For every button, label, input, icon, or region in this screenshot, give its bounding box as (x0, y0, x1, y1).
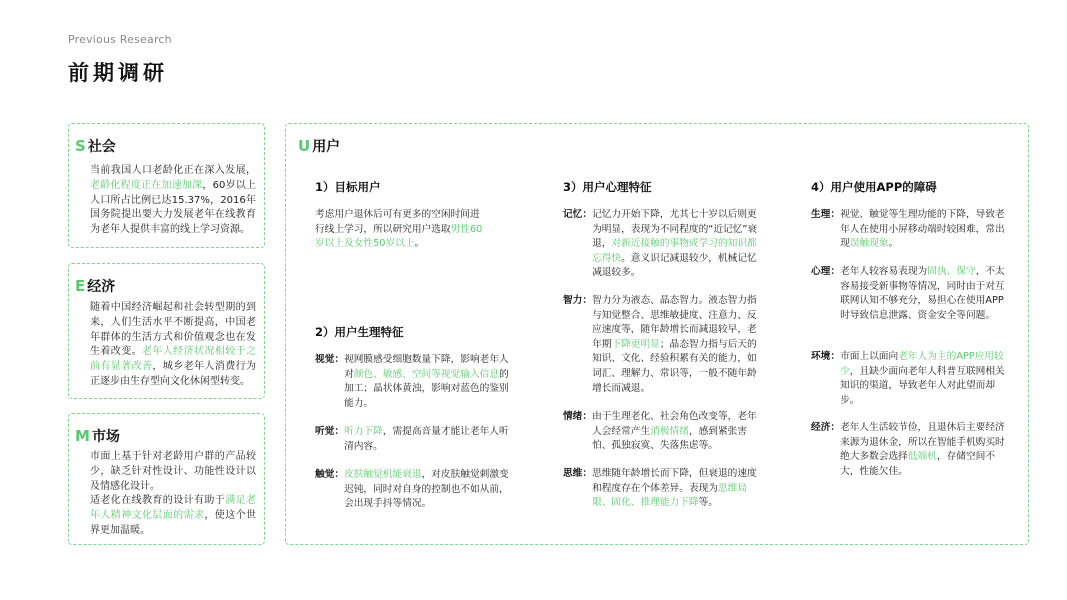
item-key: 环境： (811, 351, 841, 362)
market-card (68, 413, 265, 545)
psych-title: 3）用户心理特征 (563, 180, 652, 194)
highlight-text: 皮肤触觉机能衰退 (344, 469, 422, 480)
physio-vision (315, 353, 515, 411)
highlight-text: 低端机 (907, 451, 937, 463)
economy-title: 经济 (87, 279, 116, 295)
item-text (840, 421, 1011, 479)
text-run: 思维随年龄增长而下降，但衰退的速度和程度存在个体差异。表现为 (592, 468, 757, 494)
barrier-environment (811, 350, 1011, 408)
text-run: ，使这个世界更加温暖。 (90, 510, 257, 536)
item-key: 生理： (811, 209, 841, 220)
item-text (840, 208, 1011, 252)
text-run: 市面上以面向 (840, 351, 899, 362)
text-run: 随着中国经济崛起和社会转型期的到来，人们生活水平不断提高，中国老年群体的生活方式和价值观念也在发生着改变。 (90, 302, 256, 358)
text-run: 记忆力开始下降，尤其七十岁以后则更为明显，表现为不同程度的“近记忆”衰退， (592, 209, 758, 250)
item-text (592, 467, 763, 511)
highlight-text: 下降更明显 (611, 338, 660, 350)
text-run: 。意义识记减退较少，机械记忆减退较多。 (592, 252, 757, 279)
target-users-title: 1）目标用户 (315, 180, 381, 194)
item-text (592, 208, 763, 281)
text-run: 智力分为液态、晶态智力。液态智力指与知觉整合、思维敏捷度、注意力、反应速度等，随年龄增长而减退较早，老年期 (592, 295, 757, 350)
item-key: 情绪： (563, 411, 593, 422)
highlight-text: 消极情绪 (650, 425, 689, 437)
barriers-title: 4）用户使用APP的障碍 (811, 180, 937, 194)
psych-intelligence (563, 294, 763, 396)
text-run: ，存储空间不大，性能欠佳。 (840, 451, 996, 477)
text-run: 由于生理老化、社会角色改变等，老年人会经常产生 (592, 411, 757, 437)
highlight-text: 老年人为主的APP应用较少 (840, 351, 1004, 377)
text-run: 市面上基于针对老龄用户群的产品较少，缺乏针对性设计、功能性设计以及情感化设计。 (90, 451, 256, 492)
economy-card (68, 263, 265, 399)
economy-letter: E (75, 277, 86, 295)
page-title: 前期调研 (68, 61, 168, 85)
barrier-economy (811, 421, 1011, 479)
text-run: ，对皮肤触觉刺激变迟钝，同时对自身的控制也不如从前，会出现手抖等情况。 (344, 469, 509, 510)
item-key: 思维： (563, 468, 593, 479)
item-key: 触觉： (315, 469, 345, 480)
text-run: 视网膜感受细胞数量下降，影响老年人对 (344, 354, 509, 380)
market-title: 市场 (91, 429, 120, 445)
society-heading (75, 136, 116, 156)
highlight-text: 满足老年人精神文化层面的需求 (90, 495, 257, 522)
highlight-text: 思维局限、固化、推理能力下降 (592, 482, 748, 509)
physio-title: 2）用户生理特征 (315, 325, 404, 339)
market-text (90, 450, 256, 539)
text-run: 老年人较容易表现为 (840, 266, 928, 277)
text-run: ，60岁以上人口所占比例已达15.37%，2016年国务院提出要大力发展老年在线教育为老年人提供丰富的线上学习资源。 (90, 179, 257, 236)
item-text (840, 265, 1011, 323)
text-run: 老年人生活较节俭，且退休后主要经济来源为退休金，所以在智能手机购买时绝大多数会选择 (840, 422, 1005, 463)
highlight-text: 对新近接触的事物或学习的知识都忘得快 (592, 238, 757, 264)
text-run: ，需提高音量才能让老年人听清内容。 (344, 426, 509, 452)
users-heading (298, 136, 340, 156)
highlight-text: 老年人经济状况相较于之前有显著改善 (90, 346, 256, 373)
highlight-text: 听力下降 (344, 426, 383, 437)
item-text (592, 294, 763, 396)
item-text (344, 468, 515, 512)
item-key: 经济： (811, 422, 841, 433)
barrier-physio (811, 208, 1011, 252)
text-run: 适老化在线教育的设计有助于 (90, 495, 226, 507)
text-run: 考虑用户退休后可有更多的空闲时间进行线上学习，所以研究用户选取 (315, 209, 480, 235)
text-run: ，且缺少面向老年人科普互联网相关知识的渠道，导致老年人对此望而却步。 (840, 365, 1005, 406)
text-run: ，感到紧张害怕、孤独寂寞、失落焦虑等。 (592, 425, 748, 452)
text-run: 视觉、触觉等生理功能的下降，导致老年人在使用小屏移动端时较困难，常出现 (840, 209, 1005, 250)
economy-text (90, 301, 256, 390)
market-heading (75, 426, 120, 446)
highlight-text: 老龄化程度正在加速加深 (90, 179, 203, 191)
psych-memory (563, 208, 763, 281)
target-users-text (315, 208, 485, 252)
users-letter: U (298, 137, 311, 155)
barrier-psych (811, 265, 1011, 323)
society-text (90, 164, 256, 238)
item-text (344, 425, 515, 454)
text-run: 。 (414, 238, 425, 250)
text-run: 当前我国人口老龄化正在深入发展， (90, 165, 256, 176)
item-key: 视觉： (315, 354, 345, 365)
item-key: 心理： (811, 266, 841, 277)
item-text (344, 353, 515, 411)
psych-thinking (563, 467, 763, 511)
society-card (68, 123, 265, 248)
page-subtitle: Previous Research (68, 33, 172, 46)
item-text (840, 350, 1011, 408)
physio-hearing (315, 425, 515, 454)
text-run (90, 494, 256, 538)
society-title: 社会 (87, 139, 116, 155)
highlight-text: 男性60岁以上及女性50岁以上 (315, 223, 483, 250)
psych-emotion (563, 410, 763, 454)
economy-heading (75, 276, 115, 296)
text-run: 等。 (698, 497, 718, 509)
highlight-text: 误触现象 (849, 238, 889, 250)
text-run: 的加工；晶状体黄浊，影响对蓝色的鉴别能力。 (344, 368, 509, 409)
item-key: 听觉： (315, 426, 345, 437)
text-run: ，不太容易接受新事物等情况，同时由于对互联网认知不够充分，易担心在使用APP时导致信息泄露、资金安全等问题。 (840, 266, 1005, 321)
item-key: 记忆： (563, 209, 593, 220)
item-key: 智力： (563, 295, 593, 306)
users-title: 用户 (312, 139, 341, 155)
highlight-text: 固执、保守 (927, 266, 976, 277)
item-text (592, 410, 763, 454)
physio-touch (315, 468, 515, 512)
society-letter: S (75, 137, 86, 155)
text-run: ，城乡老年人消费行为正逐步由生存型向文化休闲型转变。 (90, 361, 257, 387)
text-run: ；晶态智力指与后天的知识、文化、经验积累有关的能力，如词汇、理解力、常识等，一般不随年龄增长而减退。 (592, 338, 757, 394)
text-run: 。 (888, 238, 899, 250)
market-letter: M (75, 427, 90, 445)
users-card (285, 123, 1029, 545)
highlight-text: 颜色、敏感、空间等视觉输入信息 (353, 368, 500, 380)
